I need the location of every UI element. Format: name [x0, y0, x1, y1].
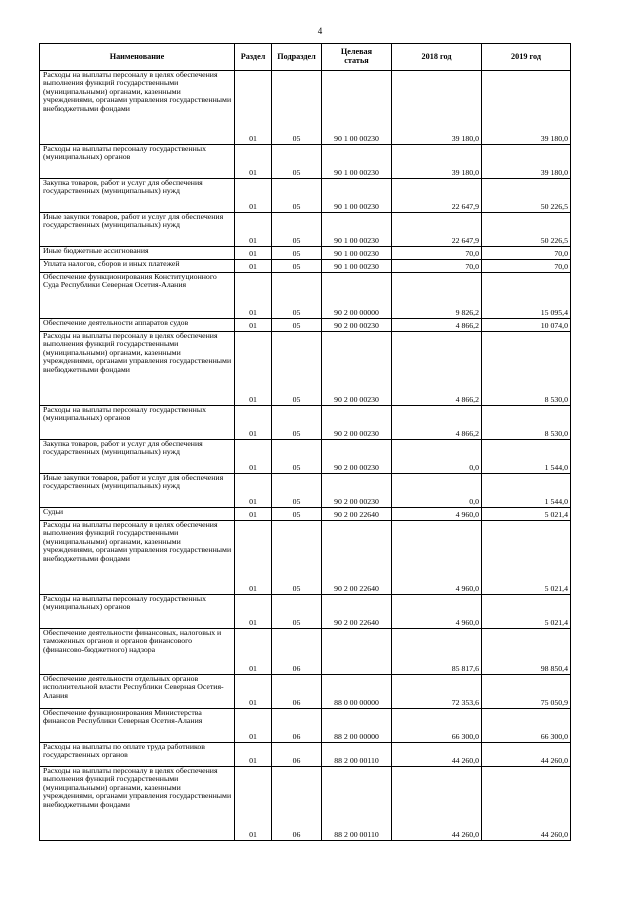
table-row	[40, 145, 571, 179]
row-section-cell: 01	[235, 213, 272, 247]
table-row	[40, 629, 571, 675]
row-subsection-cell: 05	[272, 71, 322, 145]
row-name-cell: Иные закупки товаров, работ и услуг для обеспечения государственных (муниципальных) нужд	[40, 474, 235, 508]
row-2019-cell: 39 180,0	[482, 145, 571, 179]
row-2018-cell: 85 817,6	[392, 629, 482, 675]
row-section-cell: 01	[235, 709, 272, 743]
row-subsection-cell: 05	[272, 595, 322, 629]
row-article-cell: 90 1 00 00230	[322, 71, 392, 145]
row-2019-cell: 8 530,0	[482, 406, 571, 440]
row-section-cell: 01	[235, 675, 272, 709]
table-row	[40, 273, 571, 319]
row-2018-cell: 4 960,0	[392, 521, 482, 595]
row-article-cell: 88 2 00 00000	[322, 709, 392, 743]
row-section-cell: 01	[235, 260, 272, 273]
row-subsection-cell: 06	[272, 767, 322, 841]
row-article-cell: 90 2 00 22640	[322, 508, 392, 521]
row-2018-cell: 72 353,6	[392, 675, 482, 709]
row-subsection-cell: 05	[272, 521, 322, 595]
row-section-cell: 01	[235, 767, 272, 841]
row-section-cell: 01	[235, 145, 272, 179]
table-row	[40, 767, 571, 841]
row-2018-cell: 22 647,9	[392, 179, 482, 213]
row-subsection-cell: 05	[272, 319, 322, 332]
row-subsection-cell: 06	[272, 629, 322, 675]
row-2018-cell: 39 180,0	[392, 71, 482, 145]
header-name: Наименование	[40, 44, 235, 71]
row-subsection-cell: 05	[272, 440, 322, 474]
row-name-cell: Расходы на выплаты персоналу в целях обеспечения выполнения функций государственными (муниципальными) органами, казенными учреждениями, органами управления государственными внебюджетными фондами	[40, 521, 235, 595]
row-2018-cell: 22 647,9	[392, 213, 482, 247]
row-2019-cell: 10 074,0	[482, 319, 571, 332]
row-subsection-cell: 06	[272, 709, 322, 743]
row-subsection-cell: 06	[272, 675, 322, 709]
row-name-cell: Расходы на выплаты персоналу в целях обеспечения выполнения функций государственными (муниципальными) органами, казенными учреждениями, органами управления государственными внебюджетными фондами	[40, 332, 235, 406]
row-2018-cell: 0,0	[392, 440, 482, 474]
table-row	[40, 260, 571, 273]
row-subsection-cell: 05	[272, 474, 322, 508]
row-subsection-cell: 05	[272, 213, 322, 247]
table-row	[40, 213, 571, 247]
row-article-cell: 90 2 00 00000	[322, 273, 392, 319]
row-subsection-cell: 05	[272, 273, 322, 319]
row-subsection-cell: 05	[272, 247, 322, 260]
row-2018-cell: 44 260,0	[392, 767, 482, 841]
header-2018: 2018 год	[392, 44, 482, 71]
row-section-cell: 01	[235, 743, 272, 767]
row-2019-cell: 44 260,0	[482, 767, 571, 841]
row-2018-cell: 4 960,0	[392, 595, 482, 629]
budget-table	[39, 43, 571, 841]
row-article-cell: 88 0 00 00000	[322, 675, 392, 709]
row-2019-cell: 1 544,0	[482, 440, 571, 474]
row-subsection-cell: 05	[272, 145, 322, 179]
row-2019-cell: 98 850,4	[482, 629, 571, 675]
row-article-cell: 90 2 00 00230	[322, 332, 392, 406]
table-row	[40, 440, 571, 474]
row-article-cell: 90 2 00 00230	[322, 440, 392, 474]
row-article-cell: 90 2 00 00230	[322, 319, 392, 332]
table-row	[40, 406, 571, 440]
table-row	[40, 709, 571, 743]
header-article-line2: статья	[344, 56, 369, 65]
row-section-cell: 01	[235, 71, 272, 145]
row-name-cell: Расходы на выплаты по оплате труда работников государственных органов	[40, 743, 235, 767]
row-section-cell: 01	[235, 406, 272, 440]
row-name-cell: Судьи	[40, 508, 235, 521]
row-2018-cell: 39 180,0	[392, 145, 482, 179]
row-2018-cell: 70,0	[392, 260, 482, 273]
row-2018-cell: 9 826,2	[392, 273, 482, 319]
table-row	[40, 595, 571, 629]
table-row	[40, 675, 571, 709]
table-row	[40, 247, 571, 260]
row-name-cell: Иные бюджетные ассигнования	[40, 247, 235, 260]
row-2018-cell: 4 866,2	[392, 406, 482, 440]
row-2019-cell: 50 226,5	[482, 179, 571, 213]
table-header-row	[40, 44, 571, 71]
row-section-cell: 01	[235, 474, 272, 508]
table-row	[40, 179, 571, 213]
row-2019-cell: 70,0	[482, 260, 571, 273]
header-2019: 2019 год	[482, 44, 571, 71]
row-2019-cell: 5 021,4	[482, 521, 571, 595]
row-name-cell: Иные закупки товаров, работ и услуг для обеспечения государственных (муниципальных) нужд	[40, 213, 235, 247]
row-name-cell: Расходы на выплаты персоналу государственных (муниципальных) органов	[40, 145, 235, 179]
row-subsection-cell: 06	[272, 743, 322, 767]
row-name-cell: Закупка товаров, работ и услуг для обеспечения государственных (муниципальных) нужд	[40, 179, 235, 213]
header-subsection: Подраздел	[272, 44, 322, 71]
row-article-cell: 90 1 00 00230	[322, 247, 392, 260]
row-article-cell: 90 2 00 00230	[322, 474, 392, 508]
row-article-cell: 90 2 00 22640	[322, 595, 392, 629]
row-2019-cell: 66 300,0	[482, 709, 571, 743]
row-2019-cell: 5 021,4	[482, 595, 571, 629]
row-2019-cell: 8 530,0	[482, 332, 571, 406]
row-name-cell: Уплата налогов, сборов и иных платежей	[40, 260, 235, 273]
row-2018-cell: 70,0	[392, 247, 482, 260]
row-article-cell: 90 2 00 00230	[322, 406, 392, 440]
row-section-cell: 01	[235, 273, 272, 319]
row-article-cell: 88 2 00 00110	[322, 743, 392, 767]
row-article-cell: 90 1 00 00230	[322, 179, 392, 213]
row-section-cell: 01	[235, 247, 272, 260]
table-row	[40, 508, 571, 521]
row-article-cell: 90 1 00 00230	[322, 260, 392, 273]
row-2019-cell: 75 050,9	[482, 675, 571, 709]
row-article-cell: 90 1 00 00230	[322, 213, 392, 247]
row-subsection-cell: 05	[272, 260, 322, 273]
table-row	[40, 319, 571, 332]
row-section-cell: 01	[235, 595, 272, 629]
row-name-cell: Закупка товаров, работ и услуг для обеспечения государственных (муниципальных) нужд	[40, 440, 235, 474]
page-number: 4	[317, 26, 323, 36]
row-subsection-cell: 05	[272, 332, 322, 406]
row-2019-cell: 1 544,0	[482, 474, 571, 508]
header-article-line1: Целевая	[340, 47, 373, 57]
row-name-cell: Обеспечение функционирования Конституционного Суда Республики Северная Осетия-Алания	[40, 273, 235, 319]
row-article-cell: 90 2 00 22640	[322, 521, 392, 595]
row-name-cell: Расходы на выплаты персоналу государственных (муниципальных) органов	[40, 595, 235, 629]
row-article-cell: 90 1 00 00230	[322, 145, 392, 179]
table-row	[40, 743, 571, 767]
row-subsection-cell: 05	[272, 179, 322, 213]
row-2019-cell: 70,0	[482, 247, 571, 260]
row-subsection-cell: 05	[272, 508, 322, 521]
row-name-cell: Обеспечение функционирования Министерства финансов Республики Северная Осетия-Алания	[40, 709, 235, 743]
row-name-cell: Расходы на выплаты персоналу государственных (муниципальных) органов	[40, 406, 235, 440]
row-section-cell: 01	[235, 332, 272, 406]
row-name-cell: Обеспечение деятельности аппаратов судов	[40, 319, 235, 332]
row-2018-cell: 0,0	[392, 474, 482, 508]
row-article-cell	[322, 629, 392, 675]
row-section-cell: 01	[235, 319, 272, 332]
table-row	[40, 521, 571, 595]
row-2019-cell: 44 260,0	[482, 743, 571, 767]
header-article	[322, 44, 392, 71]
row-name-cell: Расходы на выплаты персоналу в целях обеспечения выполнения функций государственными (муниципальными) органами, казенными учреждениями, органами управления государственными внебюджетными фондами	[40, 71, 235, 145]
row-name-cell: Обеспечение деятельности отдельных органов исполнительной власти Республики Северная Осетия-Алания	[40, 675, 235, 709]
table-row	[40, 71, 571, 145]
row-2019-cell: 39 180,0	[482, 71, 571, 145]
row-section-cell: 01	[235, 440, 272, 474]
row-section-cell: 01	[235, 179, 272, 213]
table-row	[40, 332, 571, 406]
row-section-cell: 01	[235, 521, 272, 595]
row-2018-cell: 4 960,0	[392, 508, 482, 521]
row-2019-cell: 15 095,4	[482, 273, 571, 319]
row-2019-cell: 50 226,5	[482, 213, 571, 247]
row-subsection-cell: 05	[272, 406, 322, 440]
row-name-cell: Обеспечение деятельности финансовых, налоговых и таможенных органов и органов финансового (финансово-бюджетного) надзора	[40, 629, 235, 675]
header-section: Раздел	[235, 44, 272, 71]
row-article-cell: 88 2 00 00110	[322, 767, 392, 841]
row-section-cell: 01	[235, 508, 272, 521]
row-2018-cell: 66 300,0	[392, 709, 482, 743]
row-section-cell: 01	[235, 629, 272, 675]
table-row	[40, 474, 571, 508]
row-2018-cell: 4 866,2	[392, 319, 482, 332]
row-2019-cell: 5 021,4	[482, 508, 571, 521]
row-2018-cell: 4 866,2	[392, 332, 482, 406]
row-name-cell: Расходы на выплаты персоналу в целях обеспечения выполнения функций государственными (муниципальными) органами, казенными учреждениями, органами управления государственными внебюджетными фондами	[40, 767, 235, 841]
row-2018-cell: 44 260,0	[392, 743, 482, 767]
